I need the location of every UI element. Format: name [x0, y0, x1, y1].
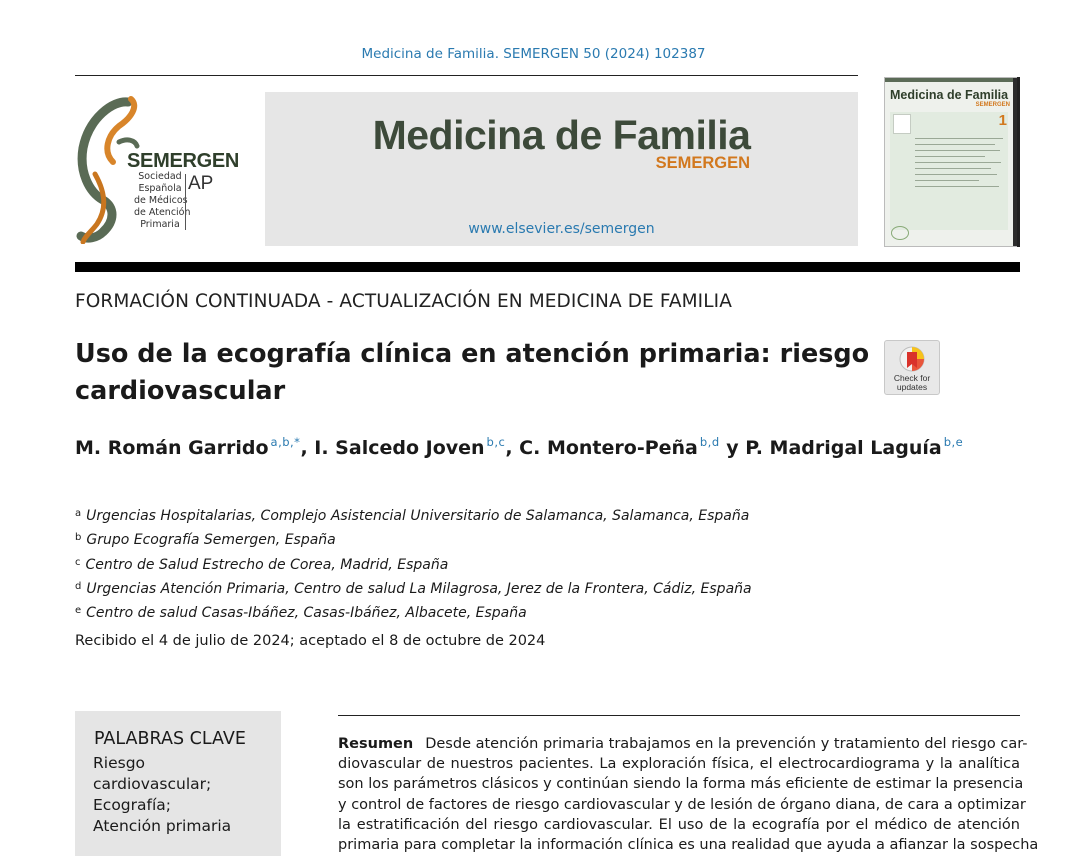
author-affiliation-marks[interactable]: b,d: [699, 435, 720, 449]
journal-title: Medicina de Familia: [372, 112, 751, 158]
logo-subtitle: Sociedad Española de Médicos de Atención Primaria: [134, 171, 191, 230]
abstract: [338, 734, 1039, 855]
affiliation-item: $^a$ Urgencias Hospitalarias, Complejo Asistencial Universitario de Salamanca, Salamanca, España: [75, 508, 750, 524]
author-name: P. Madrigal Laguía: [745, 437, 942, 459]
keywords-heading: PALABRAS CLAVE: [94, 729, 246, 749]
affiliation-item: $^d$ Urgencias Atención Primaria, Centro de salud La Milagrosa, Jerez de la Frontera, Cádiz, España: [75, 580, 752, 597]
abstract-line: Resumen Desde atención primaria trabajamos en la prevención y tratamiento del riesgo car-: [338, 736, 1028, 752]
author-list: M. Román Garrido $^{a,b,*}$, I. Salcedo Joven $^{b,c}$, C. Montero-Peña $^{b,d}$ y P. Madrigal Laguía $^{b,e}$: [75, 435, 964, 459]
author-affiliation-marks[interactable]: a,b,*: [270, 435, 301, 449]
logo-name: SEMERGEN: [127, 150, 240, 172]
cover-subtitle: SEMERGEN: [975, 102, 1010, 108]
abstract-line: y control de factores de riesgo cardiovascular y de lesión de órgano diana, de cara a optimizar: [338, 796, 1026, 813]
header-rule: [75, 75, 858, 76]
affiliation-item: $^b$ Grupo Ecografía Semergen, España: [75, 532, 336, 549]
pubmed-badge-icon: [893, 114, 911, 134]
journal-banner: [265, 92, 858, 246]
keyword-item: Riesgo: [93, 754, 146, 772]
cover-logo-icon: [891, 226, 909, 240]
section-label: FORMACIÓN CONTINUADA - ACTUALIZACIÓN EN MEDICINA DE FAMILIA: [75, 291, 732, 312]
abstract-rule: [338, 715, 1020, 716]
author-affiliation-marks[interactable]: b,c: [486, 435, 506, 449]
cover-issue-number: 1: [998, 112, 1007, 129]
affiliation-list: [75, 503, 752, 624]
article-title: Uso de la ecografía clínica en atención primaria: riesgo cardiovascular: [75, 339, 870, 406]
author-name: C. Montero-Peña: [519, 437, 698, 459]
abstract-line: la estratificación del riesgo cardiovascular. El uso de la ecografía por el médico de atención: [338, 816, 1020, 833]
journal-cover-thumbnail[interactable]: [884, 77, 1019, 247]
keyword-item: Atención primaria: [93, 817, 232, 835]
journal-url-link[interactable]: www.elsevier.es/semergen: [468, 221, 655, 237]
received-dates: Recibido el 4 de julio de 2024; aceptado el 8 de octubre de 2024: [75, 633, 546, 649]
cover-title: Medicina de Familia: [890, 88, 1009, 102]
header-thick-bar: [75, 262, 1020, 272]
logo-suffix: AP: [188, 173, 214, 194]
cover-frame: [1017, 77, 1020, 247]
affiliation-item: $^e$ Centro de salud Casas-Ibáñez, Casas-Ibáñez, Albacete, España: [75, 605, 527, 622]
journal-citation[interactable]: Medicina de Familia. SEMERGEN 50 (2024) 102387: [361, 46, 706, 62]
abstract-label: Resumen: [338, 736, 414, 752]
author-name: I. Salcedo Joven: [314, 437, 485, 459]
check-updates-label: Check for updates: [893, 373, 931, 392]
keywords-box: [75, 711, 281, 856]
affiliation-item: $^c$ Centro de Salud Estrecho de Corea, Madrid, España: [75, 556, 449, 573]
check-updates-icon: [898, 345, 926, 373]
check-for-updates-button[interactable]: [884, 340, 940, 395]
keywords-list: [93, 753, 231, 837]
abstract-line: primaria para completar la información clínica es una realidad que ayuda a afianzar la sospecha: [338, 837, 1039, 854]
journal-subtitle: SEMERGEN: [655, 154, 750, 172]
author-affiliation-marks[interactable]: b,e: [943, 435, 964, 449]
abstract-line: diovascular de nuestros pacientes. La exploración física, el electrocardiograma y la analítica: [338, 756, 1020, 773]
keyword-item: Ecografía;: [93, 796, 171, 814]
author-name: M. Román Garrido: [75, 437, 269, 459]
abstract-line: son los parámetros clásicos y continúan siendo la forma más eficiente de estimar la presencia: [338, 776, 1024, 793]
logo-divider: [185, 174, 186, 230]
keyword-item: cardiovascular;: [93, 775, 212, 793]
